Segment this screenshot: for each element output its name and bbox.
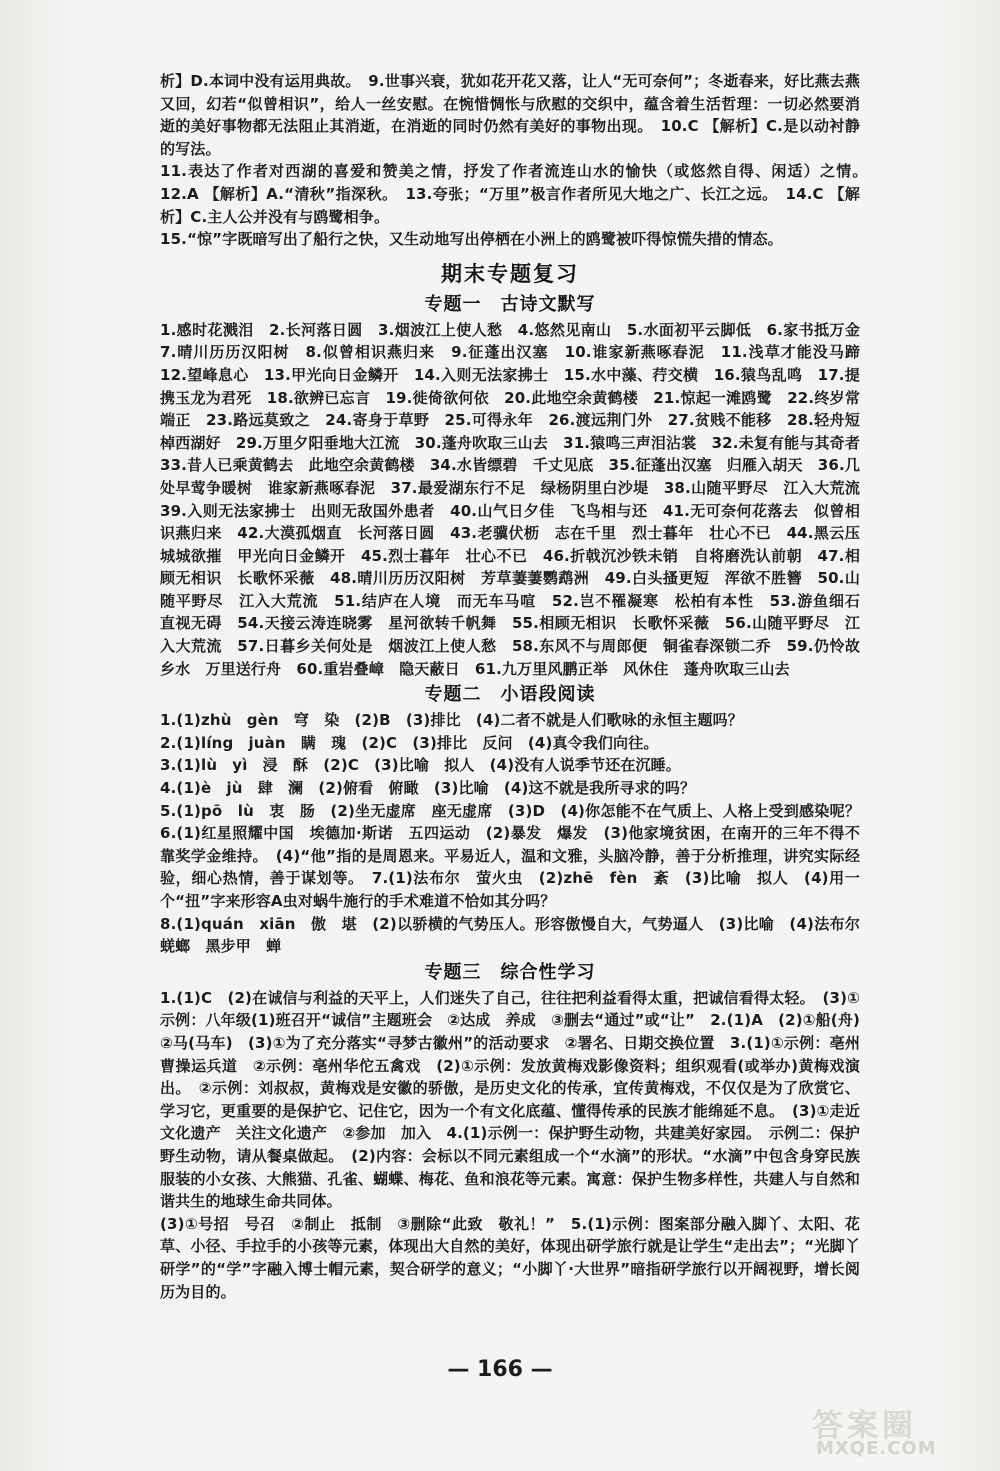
content-column	[160, 70, 876, 1303]
topic2-answer-2: 2.(1)líng juàn 瞒 瑰 (2)C (3)排比 反问 (4)真令我们向往。	[160, 733, 659, 752]
topic2-answer-5: 5.(1)pō lù 衷 肠 (2)坐无虚席 座无虚席 (3)D (4)你怎能不在气质上、人格上受到感染呢？ 6.(1)红星照耀中国 埃德加·斯诺 五四运动 (2)暴发 爆发 (3)他家境贫困，在南开的三年不得不靠奖学金维持。 (4)“他”指的是周恩来。平易近人，温和文雅，头脑冷静，善于分析推理，讲究实际经验，细心热情，善于谋划等。 7.(1)法布尔 萤火虫 (2)zhē fèn 紊 (3)比喻 拟人 (4)用一个“扭”字来形容A虫对蜗牛施行的手术难道不恰如其分吗？	[160, 801, 876, 910]
watermark-logo	[804, 1400, 984, 1462]
section-title: 期末专题复习	[441, 261, 579, 286]
topic1-title: 专题一 古诗文默写	[424, 293, 596, 315]
topic2-answer-3: 3.(1)lù yì 浸 酥 (2)C (3)比喻 拟人 (4)没有人说季节还在沉睡。	[160, 756, 681, 775]
topic3-title: 专题三 综合性学习	[424, 961, 596, 983]
topic3-answer-2: (3)①号招 号召 ②制止 抵制 ③删除“此致 敬礼！” 5.(1)示例：图案部分融入脚丫、太阳、花草、小径、手拉手的小孩等元素，体现出大自然的美好，体现出研学旅行就是让学生“走出去”；“光脚丫研学”的“学”字融入博士帽元素，契合研学的意义；“小脚丫·大世界”暗指研学旅行以开阔视野，增长阅历为目的。	[160, 1214, 860, 1301]
intro-paragraph-1: 析】D.本词中没有运用典故。 9.世事兴衰，犹如花开花又落，让人“无可奈何”；冬逝春来，好比燕去燕又回，幻若“似曾相识”，给人一丝安慰。在惋惜惆怅与欣慰的交织中，蕴含着生活哲理：一切必然要消逝的美好事物都无法阻止其消逝，在消逝的同时仍然有美好的事物出现。 10.C 【解析】C.是以动衬静的写法。	[160, 72, 860, 158]
topic2-answer-1: 1.(1)zhù gèn 穹 染 (2)B (3)排比 (4)二者不就是人们歌咏的永恒主题吗？	[160, 711, 743, 730]
intro-paragraph-3: 15.“惊”字既暗写出了船行之快，又生动地写出停栖在小洲上的鸥鹭被吓得惊慌失措的情态。	[160, 230, 783, 249]
watermark-line2: MXQE.COM	[816, 1438, 937, 1459]
topic1-answers: 1.感时花溅泪 2.长河落日圆 3.烟波江上使人愁 4.悠然见南山 5.水面初平云脚低 6.家书抵万金 7.晴川历历汉阳树 8.似曾相识燕归来 9.征蓬出汉塞 10.谁家新燕啄春泥 11.浅草才能没马蹄 12.望峰息心 13.甲光向日金鳞开 14.入则无法家拂士 15.水中藻、荇交横 16.猿鸟乱鸣 17.提携玉龙为君死 18.欲辨已忘言 19.徙倚欲何依 20.此地空余黄鹤楼 21.惊起一滩鸥鹭 22.终岁常端正 23.路远莫致之 24.寄身于草野 25.可得永年 26.渡远荆门外 27.贫贱不能移 28.轻舟短棹西湖好 29.万里夕阳垂地大江流 30.蓬舟吹取三山去 31.猿鸣三声泪沾裳 32.未复有能与其奇者 33.昔人已乘黄鹤去 此地空余黄鹤楼 34.水皆缥碧 千丈见底 35.征蓬出汉塞 归雁入胡天 36.几处早莺争暖树 谁家新燕啄春泥 37.最爱湖东行不足 绿杨阴里白沙堤 38.山随平野尽 江入大荒流 39.入则无法家拂士 出则无敌国外患者 40.山气日夕佳 飞鸟相与还 41.无可奈何花落去 似曾相识燕归来 42.大漠孤烟直 长河落日圆 43.老骥伏枥 志在千里 烈士暮年 壮心不已 44.黑云压城城欲摧 甲光向日金鳞开 45.烈士暮年 壮心不已 46.折戟沉沙铁未销 自将磨洗认前朝 47.相顾无相识 长歌怀采薇 48.晴川历历汉阳树 芳草萋萋鹦鹉洲 49.白头搔更短 浑欲不胜簪 50.山随平野尽 江入大荒流 51.结庐在人境 而无车马喧 52.岂不罹凝寒 松柏有本性 53.游鱼细石 直视无碍 54.天接云涛连晓雾 星河欲转千帆舞 55.相顾无相识 长歌怀采薇 56.山随平野尽 江入大荒流 57.日暮乡关何处是 烟波江上使人愁 58.东风不与周郎便 铜雀春深锁二乔 59.仍怜故乡水 万里送行舟 60.重岩叠嶂 隐天蔽日 61.九万里风鹏正举 风休住 蓬舟吹取三山去	[160, 320, 876, 678]
topic2-title: 专题二 小语段阅读	[424, 684, 596, 706]
page-number: — 166 —	[447, 1357, 553, 1382]
watermark-line1: 答案圈	[812, 1408, 917, 1444]
topic3-answer-1: 1.(1)C (2)在诚信与利益的天平上，人们迷失了自己，往往把利益看得太重，把诚信看得太轻。 (3)①示例：八年级(1)班召开“诚信”主题班会 ②达成 养成 ③删去“通过”或“让” 2.(1)A (2)①船(舟) ②马(马车) (3)①为了充分落实“寻梦古徽州”的活动要求 ②署名、日期交换位置 3.(1)①示例：亳州曹操运兵道 ②示例：亳州华佗五禽戏 (2)①示例：发放黄梅戏影像资料；组织观看(或举办)黄梅戏演出。 ②示例：刘叔叔，黄梅戏是安徽的骄傲，是历史文化的传承，宜传黄梅戏，不仅仅是为了欣赏它、学习它，更重要的是保护它、记住它，因为一个有文化底蕴、懂得传承的民族才能绵延不息。 (3)①走近文化遗产 关注文化遗产 ②参加 加入 4.(1)示例一：保护野生动物，共建美好家园。 示例二：保护野生动物，请从餐桌做起。 (2)内容：会标以不同元素组成一个“水滴”的形状。“水滴”中包含身穿民族服装的小女孩、大熊猫、孔雀、蝴蝶、梅花、鱼和浪花等元素。寓意：保护生物多样性，共建人与自然和谐共生的地球生命共同体。	[160, 988, 876, 1211]
topic2-answer-6: 8.(1)quán xiān 傲 堪 (2)以骄横的气势压人。形容傲慢自大，气势逼人 (3)比喻 (4)法布尔 蜣螂 黑步甲 蝉	[160, 914, 876, 956]
topic2-answer-4: 4.(1)è jù 肆 澜 (2)俯看 俯瞰 (3)比喻 (4)这不就是我所寻求的吗？	[160, 779, 696, 798]
intro-paragraph-2: 11.表达了作者对西湖的喜爱和赞美之情，抒发了作者流连山水的愉快（或悠然自得、闲适）之情。 12.A 【解析】A.“清秋”指深秋。 13.夸张；“万里”极言作者所见大地之广、长江之远。 14.C 【解析】C.主人公并没有与鸥鹭相争。	[160, 162, 876, 226]
